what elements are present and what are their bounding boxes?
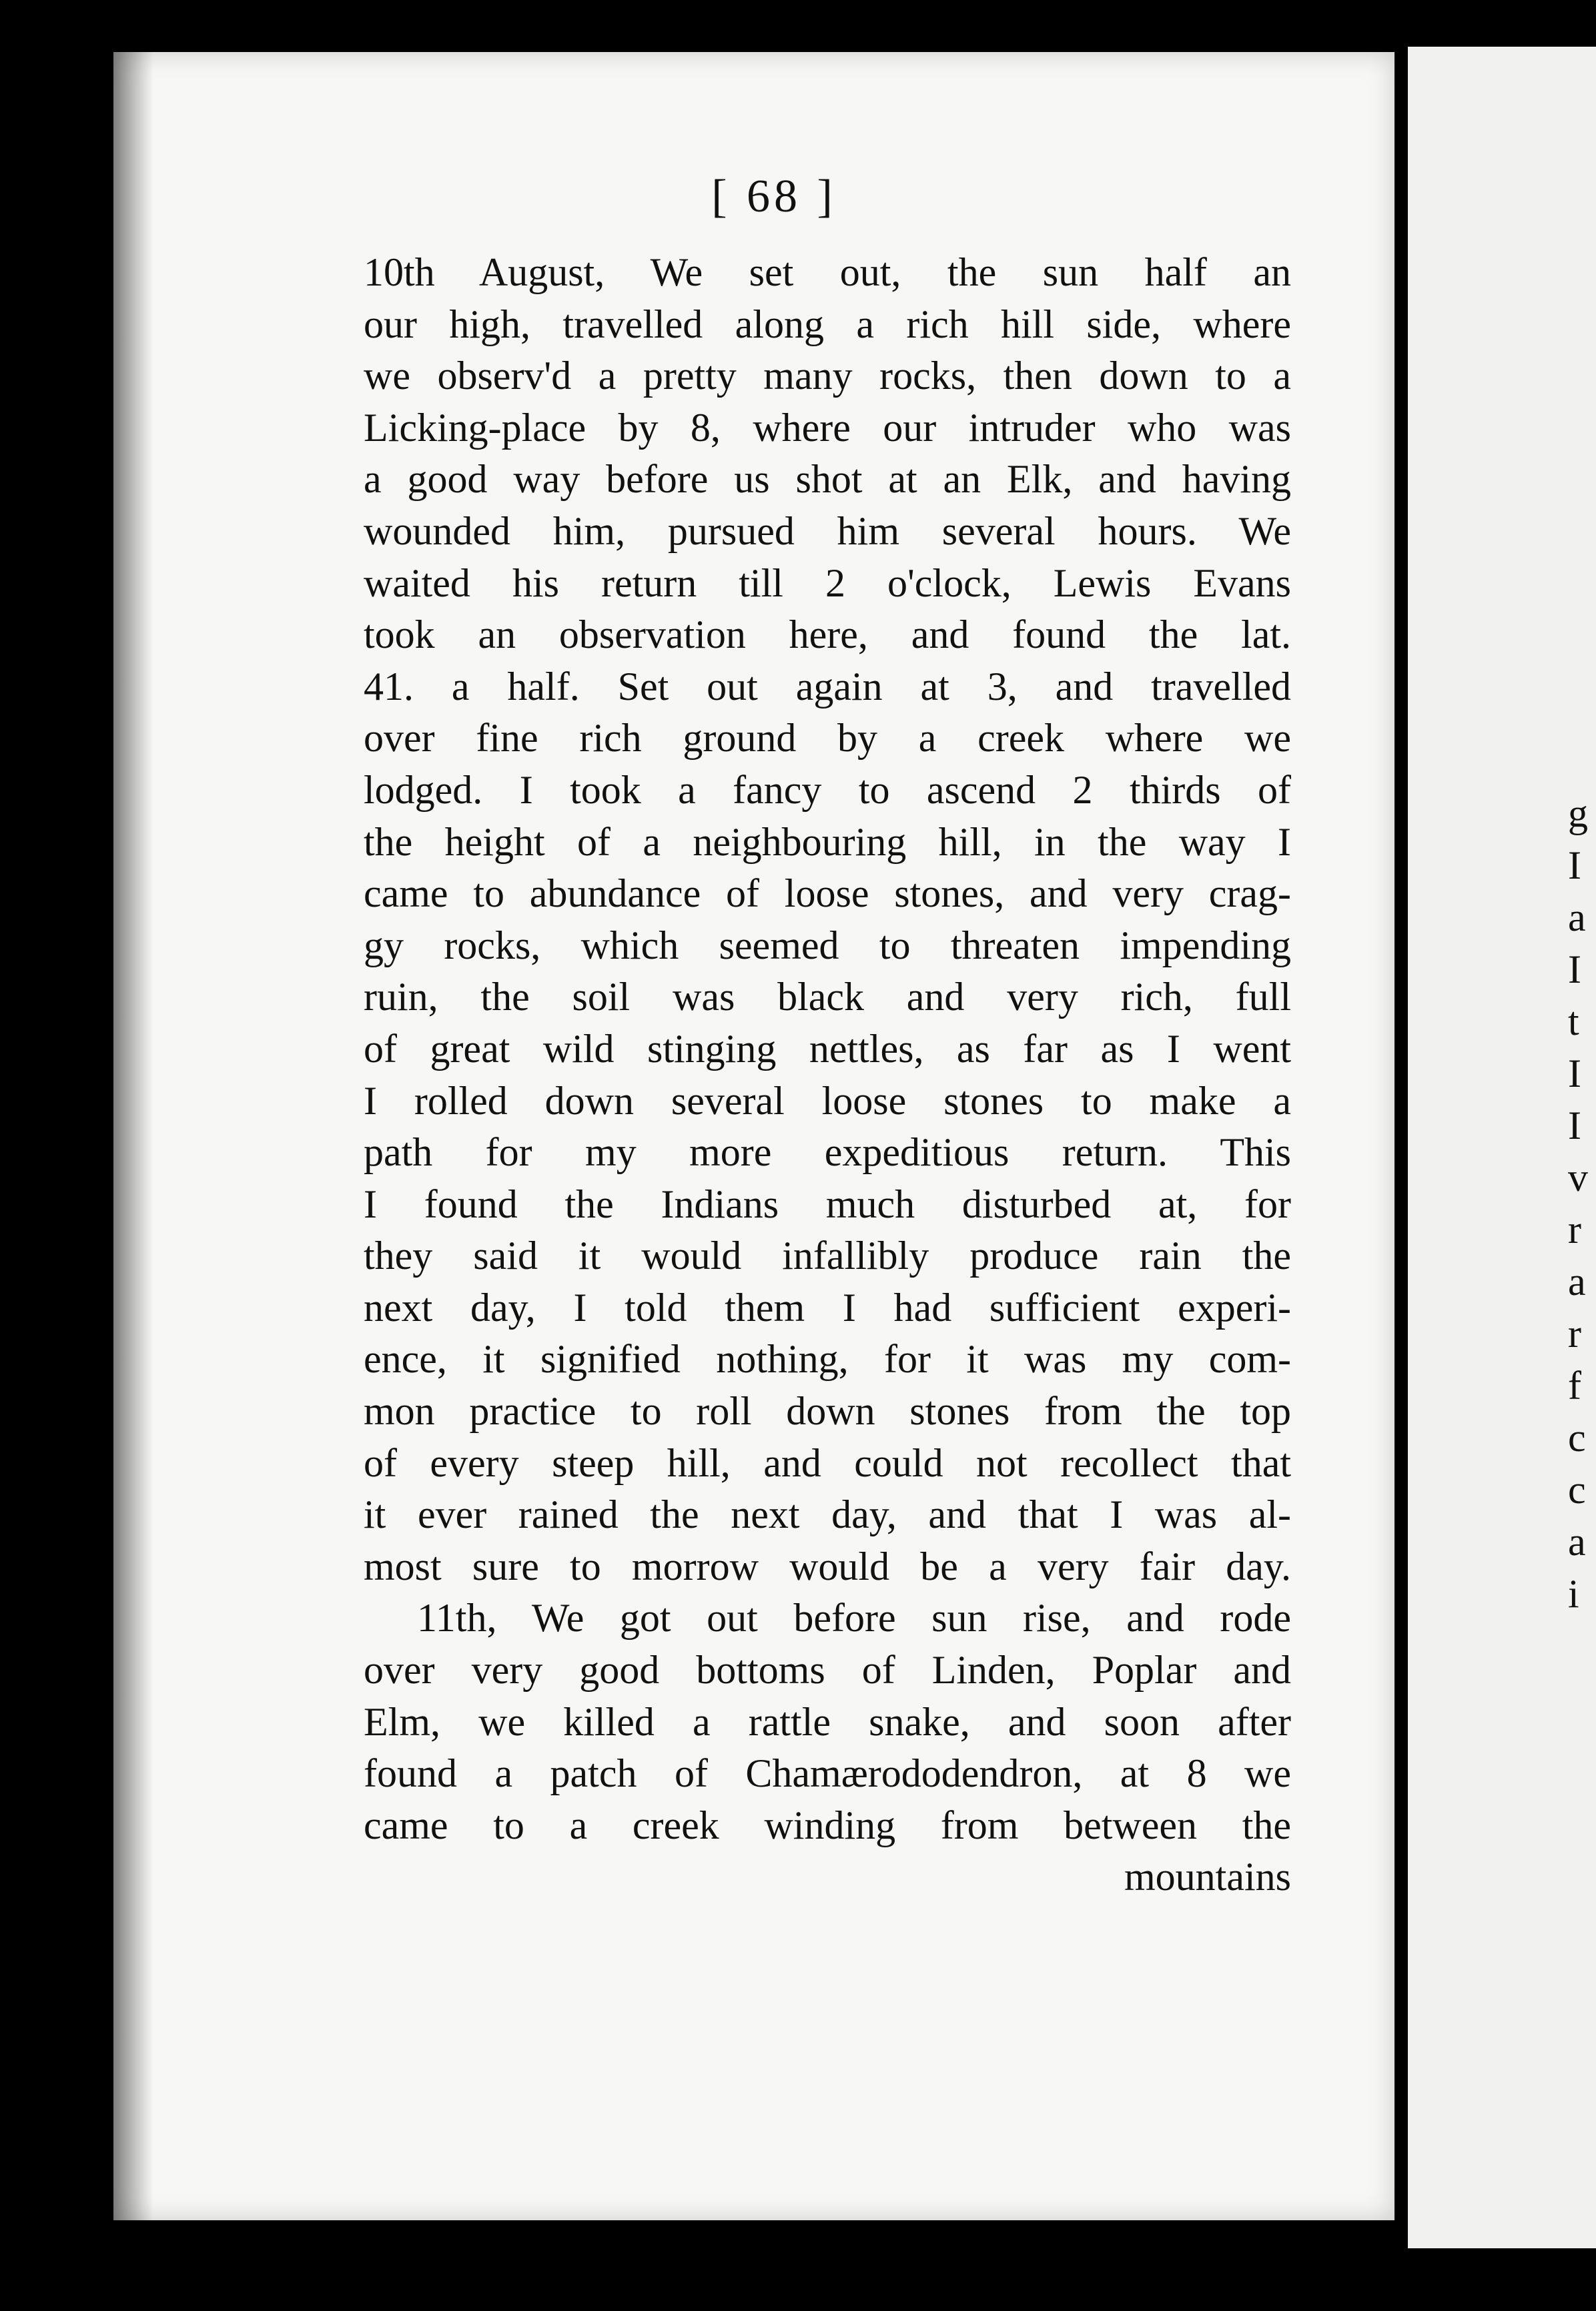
text-line: 41. a half. Set out again at 3, and travelled — [364, 664, 1291, 709]
edge-letter: I — [1568, 947, 1581, 991]
text-line: it ever rained the next day, and that I was al- — [364, 1492, 1291, 1537]
text-line: the height of a neighbouring hill, in the way I — [364, 819, 1291, 864]
text-line: I found the Indians much disturbed at, for — [364, 1182, 1291, 1226]
text-line: of great wild stinging nettles, as far as I went — [364, 1026, 1291, 1071]
text-line: Licking-place by 8, where our intruder who was — [364, 405, 1291, 450]
edge-letter: i — [1568, 1572, 1579, 1616]
text-line: Elm, we killed a rattle snake, and soon after — [364, 1699, 1291, 1744]
edge-letter: a — [1568, 1520, 1586, 1564]
text-line: found a patch of Chamærododendron, at 8 we — [364, 1751, 1291, 1796]
text-line: over fine rich ground by a creek where we — [364, 716, 1291, 761]
edge-letter: I — [1568, 843, 1581, 887]
text-line: ence, it signified nothing, for it was my com- — [364, 1337, 1291, 1382]
edge-letter: t — [1568, 999, 1579, 1043]
text-line: I rolled down several loose stones to make a — [364, 1078, 1291, 1123]
adjacent-page-edge-letters — [1568, 787, 1595, 1620]
text-line: we observ'd a pretty many rocks, then down to a — [364, 354, 1291, 398]
text-line: gy rocks, which seemed to threaten impending — [364, 923, 1291, 967]
edge-letter: a — [1568, 1260, 1586, 1304]
edge-letter: I — [1568, 1103, 1581, 1147]
edge-letter: v — [1568, 1156, 1588, 1200]
edge-letter: a — [1568, 895, 1586, 939]
page-number: [ 68 ] — [711, 171, 837, 222]
text-line: lodged. I took a fancy to ascend 2 thirds of — [364, 767, 1291, 812]
text-line: 11th, We got out before sun rise, and rode — [417, 1596, 1291, 1641]
text-line: came to abundance of loose stones, and very crag- — [364, 871, 1291, 916]
text-line: next day, I told them I had sufficient experi- — [364, 1285, 1291, 1330]
spine-shadow — [113, 52, 153, 2220]
page-text — [364, 247, 1291, 1903]
text-line: 10th August, We set out, the sun half an — [364, 250, 1291, 294]
text-line: of every steep hill, and could not recollect that — [364, 1440, 1291, 1485]
text-line: came to a creek winding from between the — [364, 1803, 1291, 1847]
text-line: ruin, the soil was black and very rich, full — [364, 975, 1291, 1019]
edge-letter: r — [1568, 1208, 1581, 1252]
text-line: waited his return till 2 o'clock, Lewis Evans — [364, 560, 1291, 605]
text-line: they said it would infallibly produce rain the — [364, 1234, 1291, 1278]
edge-letter: f — [1568, 1364, 1581, 1408]
text-line: a good way before us shot at an Elk, and having — [364, 457, 1291, 502]
edge-letter: I — [1568, 1051, 1581, 1095]
text-line: most sure to morrow would be a very fair day. — [364, 1544, 1291, 1588]
catchword: mountains — [1124, 1855, 1291, 1899]
edge-letter: c — [1568, 1468, 1586, 1512]
text-line: took an observation here, and found the lat. — [364, 612, 1291, 657]
text-line: wounded him, pursued him several hours. We — [364, 508, 1291, 553]
text-line: our high, travelled along a rich hill side, where — [364, 302, 1291, 346]
text-line: mon practice to roll down stones from the top — [364, 1389, 1291, 1434]
edge-letter: g — [1568, 791, 1588, 835]
text-line: over very good bottoms of Linden, Poplar and — [364, 1648, 1291, 1693]
edge-letter: c — [1568, 1416, 1586, 1460]
edge-letter: r — [1568, 1312, 1581, 1356]
text-line: path for my more expeditious return. This — [364, 1130, 1291, 1175]
